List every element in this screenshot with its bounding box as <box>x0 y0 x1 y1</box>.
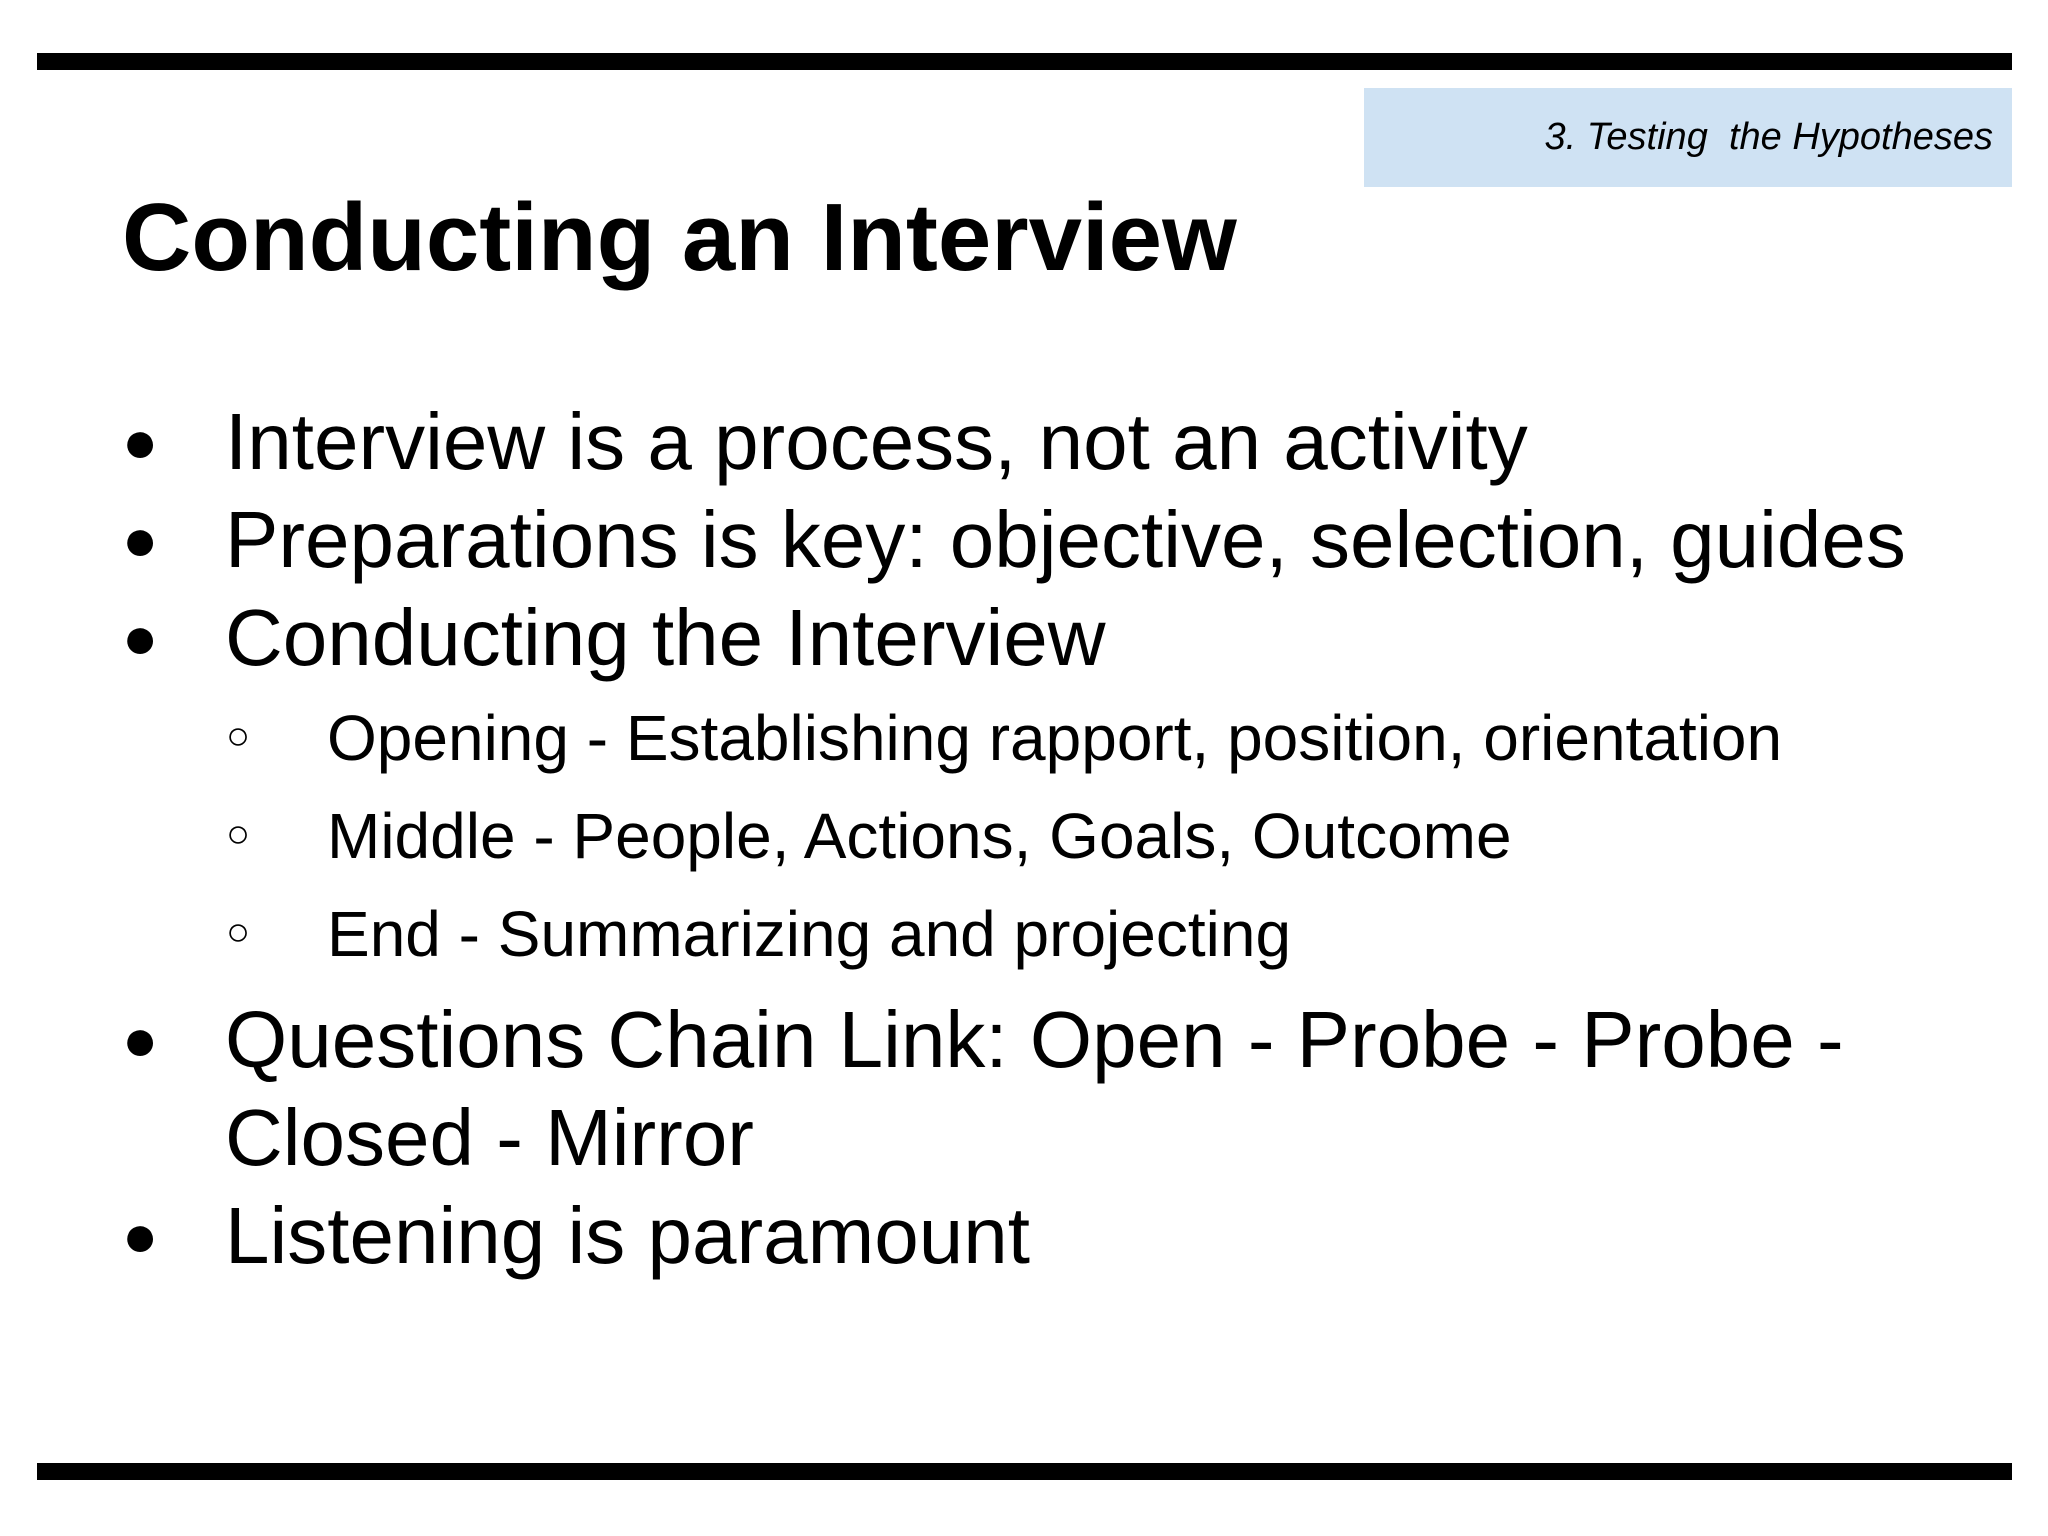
sub-bullet-item <box>122 885 2002 983</box>
sub-bullet-text: Opening - Establishing rapport, position, orientation <box>327 702 1783 774</box>
bullet-text: Listening is paramount <box>225 1191 1030 1280</box>
bullet-item <box>122 991 2002 1187</box>
bullet-dot-icon: ● <box>122 1202 159 1269</box>
bullet-dot-icon: ● <box>122 408 159 475</box>
sub-bullet-text: End - Summarizing and projecting <box>327 898 1292 970</box>
bullet-item <box>122 589 2002 687</box>
sub-bullet-item <box>122 689 2002 787</box>
sub-bullet-text: Middle - People, Actions, Goals, Outcome <box>327 800 1512 872</box>
bullet-dot-icon: ● <box>122 506 159 573</box>
bottom-rule <box>37 1463 2012 1480</box>
bullet-item <box>122 393 2002 491</box>
bullet-text: Conducting the Interview <box>225 593 1106 682</box>
bullet-item <box>122 491 2002 589</box>
bullet-item <box>122 1187 2002 1285</box>
bullet-text: Questions Chain Link: Open - Probe - Probe - Closed - Mirror <box>225 995 1844 1182</box>
sub-bullet-list <box>122 689 2002 983</box>
sub-bullet-item <box>122 787 2002 885</box>
bullet-list <box>122 393 2002 1285</box>
top-rule <box>37 53 2012 70</box>
bullet-text: Preparations is key: objective, selection, guides <box>225 495 1906 584</box>
section-label: 3. Testing the Hypotheses <box>1364 88 2012 187</box>
bullet-dot-icon: ● <box>122 1006 159 1073</box>
bullet-dot-icon: ● <box>122 604 159 671</box>
hollow-circle-icon: ○ <box>226 714 251 758</box>
hollow-circle-icon: ○ <box>226 812 251 856</box>
bullet-text: Interview is a process, not an activity <box>225 397 1528 486</box>
slide-title: Conducting an Interview <box>122 184 1237 291</box>
hollow-circle-icon: ○ <box>226 910 251 954</box>
